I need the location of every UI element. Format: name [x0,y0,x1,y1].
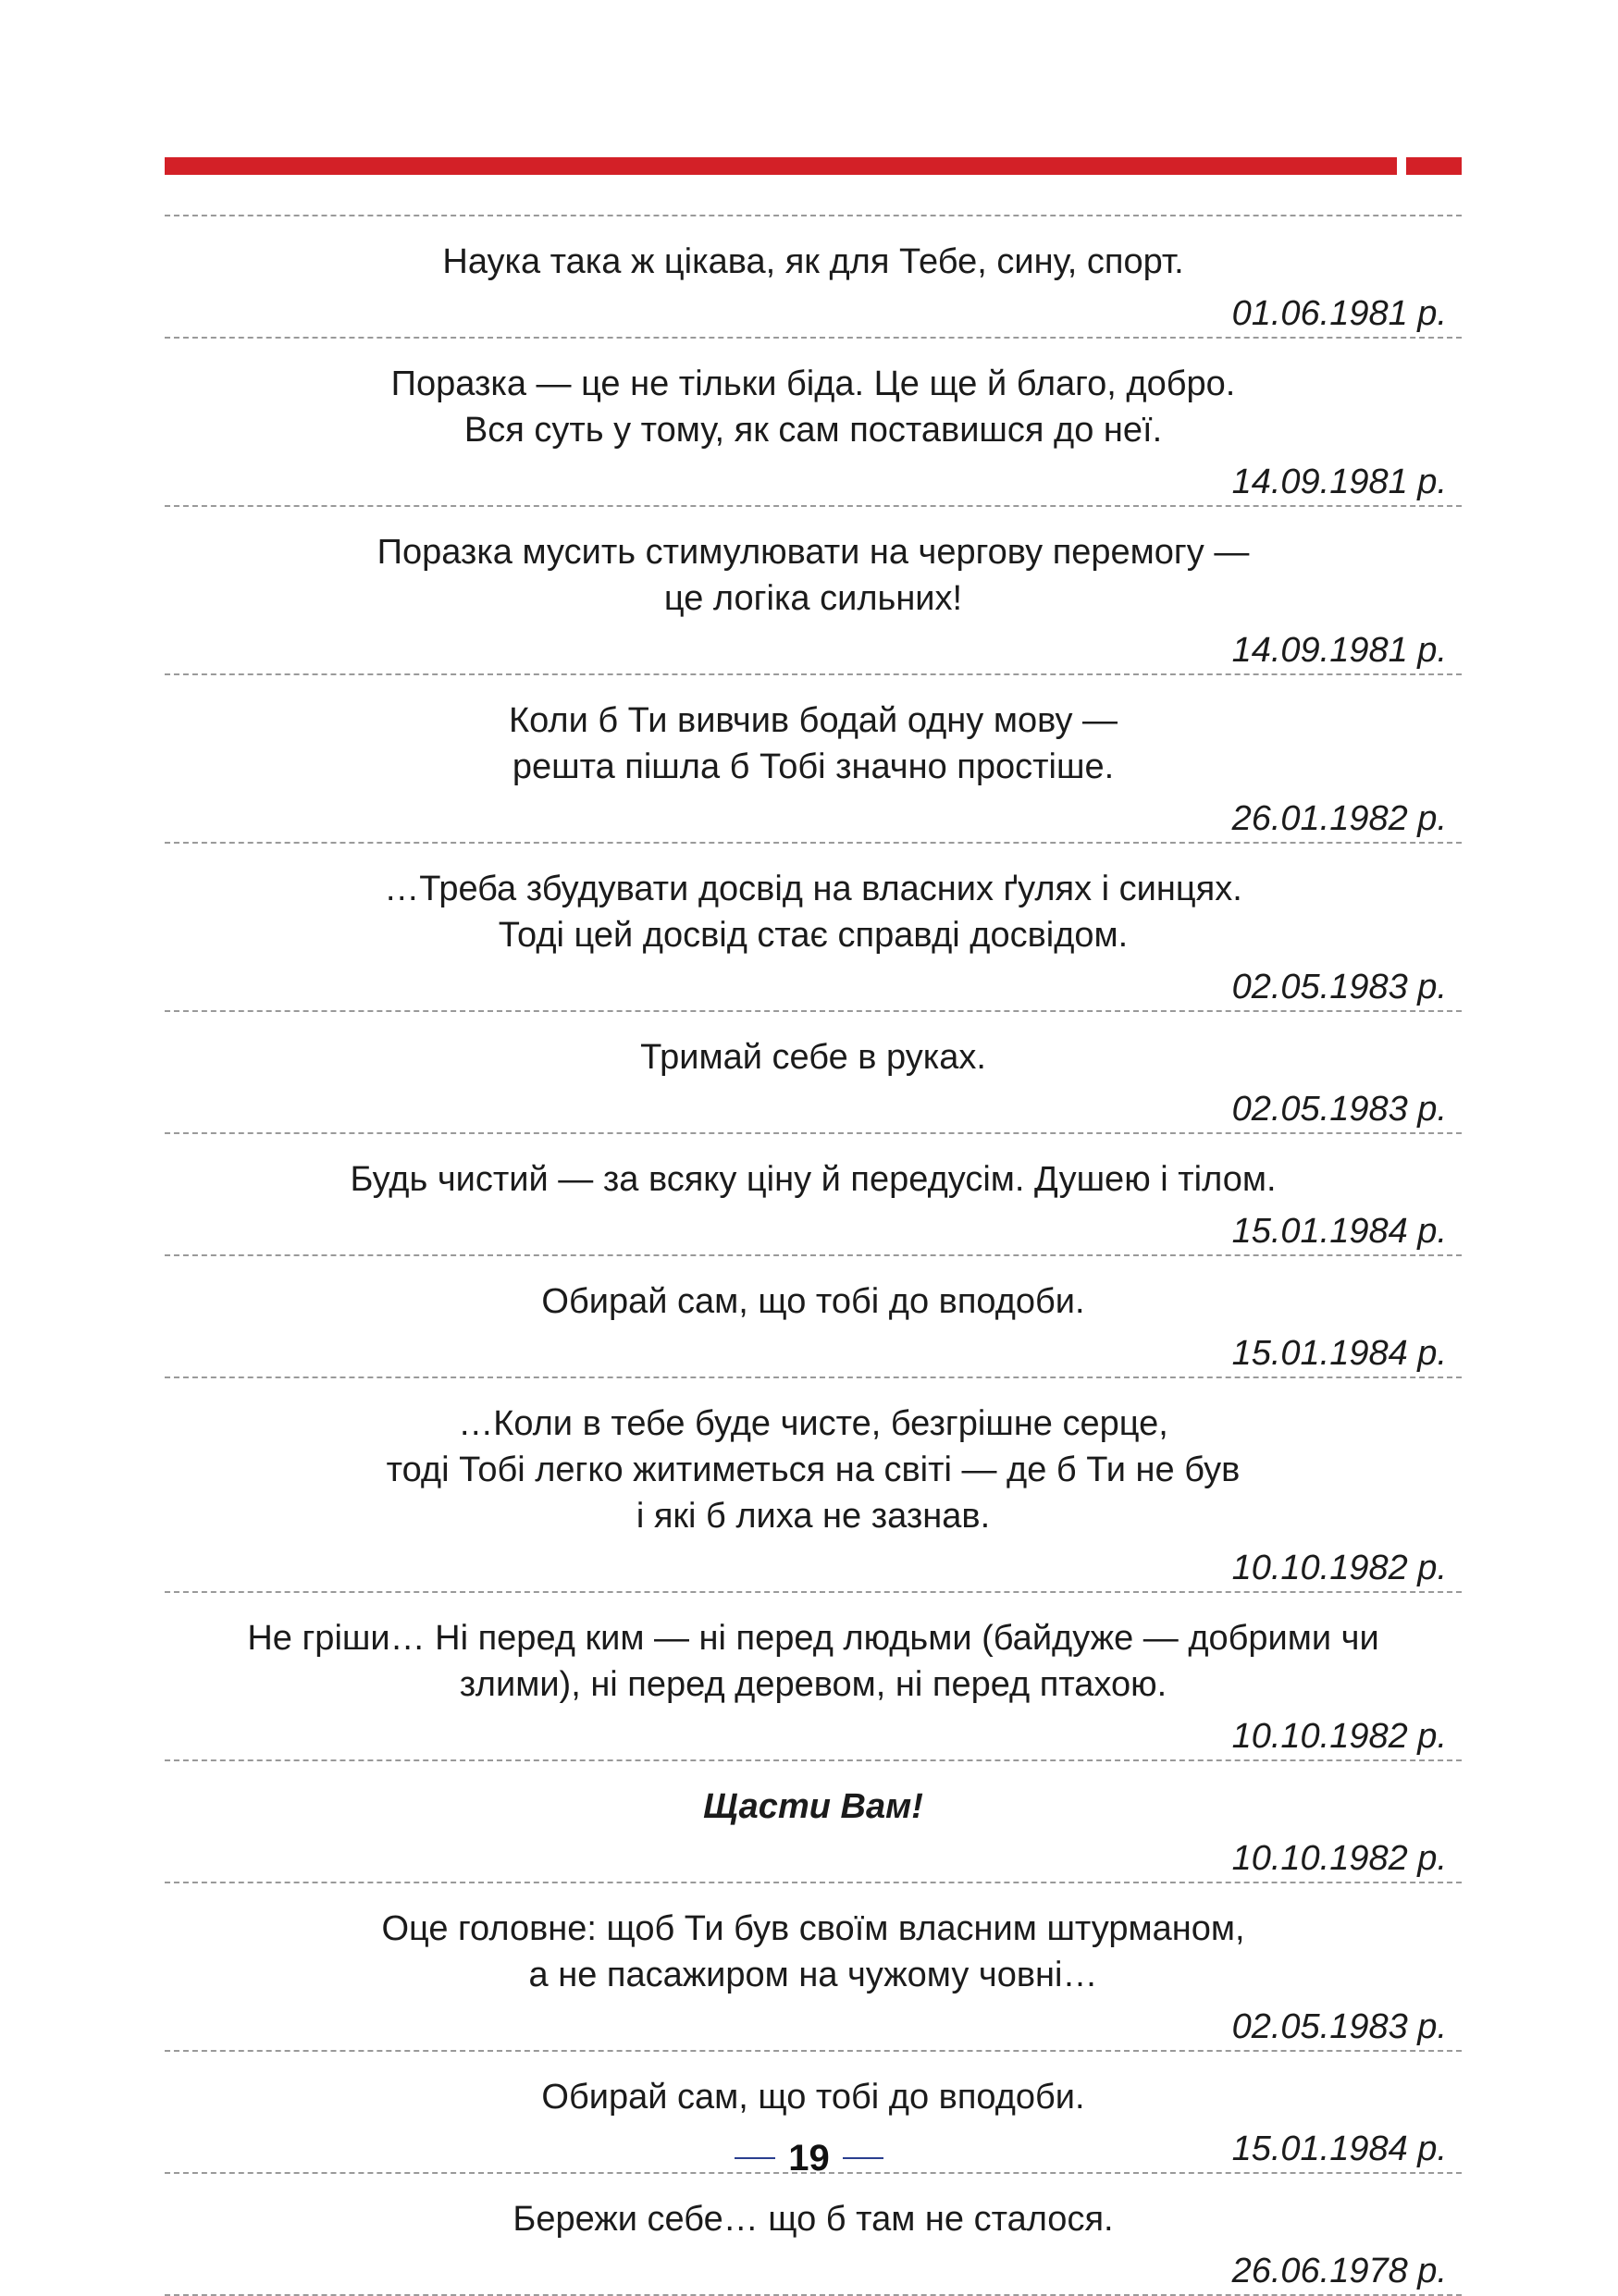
quote-entry [165,1883,1462,2052]
quote-date: 02.05.1983 р. [1231,1090,1447,1129]
quote-date: 15.01.1984 р. [1231,2129,1447,2168]
quote-date: 01.06.1981 р. [1231,294,1447,333]
quote-text: Будь чистий — за всяку ціну й передусім. Душею і тілом. [350,1160,1277,1199]
quote-date: 15.01.1984 р. [1231,1334,1447,1373]
quote-entry [165,1593,1462,1761]
header-red-bar-tail [1406,157,1462,175]
quote-date: 26.01.1982 р. [1231,799,1447,838]
header-red-bar [165,157,1397,175]
quote-text: Поразка — це не тільки біда. Це ще й благо, добро. Вся суть у тому, як сам поставишся до неї. [390,364,1236,450]
page-number: 19 [788,2138,830,2179]
quote-text: Обирай сам, що тобі до вподоби. [541,2078,1085,2117]
quote-date: 02.05.1983 р. [1231,968,1447,1006]
quote-text: Коли б Ти вивчив бодай одну мову — решта пішла б Тобі значно простіше. [508,701,1118,786]
quote-text: …Треба збудувати досвід на власних ґулях і синцях. Тоді цей досвід стає справді досвідом. [384,870,1242,955]
quote-text: Оце головне: щоб Ти був своїм власним штурманом, а не пасажиром на чужому човні… [381,1909,1245,1994]
quote-entry [165,675,1462,844]
quote-date: 02.05.1983 р. [1231,2007,1447,2046]
quote-entry [165,1012,1462,1134]
quote-text: Бережи себе… що б там не сталося. [513,2200,1114,2239]
quote-text: Обирай сам, що тобі до вподоби. [541,1282,1085,1321]
quote-entry [165,339,1462,507]
quote-text-emphasis: Щасти Вам! [703,1787,923,1826]
quote-entry [165,2174,1462,2296]
quote-entry [165,1256,1462,1378]
quote-date: 10.10.1982 р. [1231,1717,1447,1756]
quote-text: …Коли в тебе буде чисте, безгрішне серце, тоді Тобі легко житиметься на світі — де б Ти не був і які б лиха не зазнав. [386,1404,1241,1536]
quote-entry [165,1378,1462,1593]
page-number-line-left [735,2157,775,2159]
quote-date: 15.01.1984 р. [1231,1212,1447,1251]
page-number-footer [0,2135,1618,2181]
quote-entry [165,1761,1462,1883]
quote-entry [165,1134,1462,1256]
quote-date: 14.09.1981 р. [1231,463,1447,501]
quote-entry [165,216,1462,339]
quotes-list [165,215,1462,2296]
quote-text: Тримай себе в руках. [640,1038,986,1077]
quote-date: 14.09.1981 р. [1231,631,1447,670]
quote-date: 26.06.1978 р. [1231,2252,1447,2290]
quote-text: Не гріши… Ні перед ким — ні перед людьми (байдуже — добрими чи злими), ні перед деревом, ні перед птахою. [247,1619,1379,1704]
page-number-line-right [843,2157,883,2159]
quote-text: Наука така ж цікава, як для Тебе, сину, спорт. [442,242,1184,281]
quote-date: 10.10.1982 р. [1231,1549,1447,1587]
quote-entry [165,507,1462,675]
quote-date: 10.10.1982 р. [1231,1839,1447,1878]
quote-text: Поразка мусить стимулювати на чергову перемогу — це логіка сильних! [377,533,1250,618]
quote-entry [165,844,1462,1012]
